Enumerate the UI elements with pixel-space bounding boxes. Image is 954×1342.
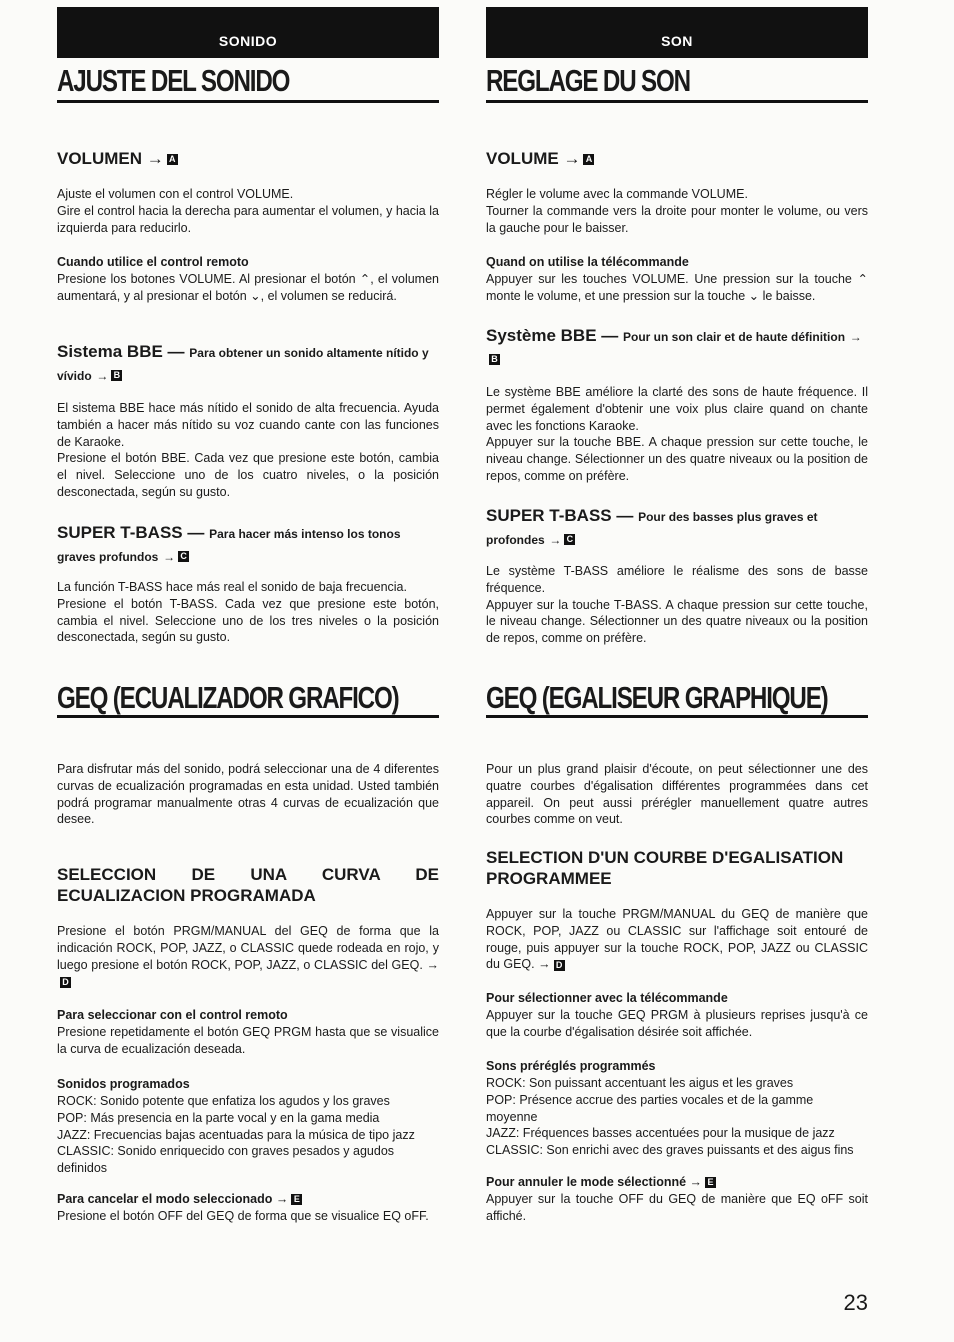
page-number: 23 (843, 1290, 868, 1315)
selection-text: Presione el botón PRGM/MANUAL del GEQ de forma que la indicación ROCK, POP, JAZZ, o CLASSIC quede rodeada en rojo, y luego presione el botón ROCK, POP, JAZZ, o CLASSIC del GEQ. →D (57, 924, 439, 987)
cancel-text: Presione el botón OFF del GEQ de forma que se visualice EQ oFF. (57, 1209, 429, 1223)
ref-box-b: B (111, 370, 122, 381)
title-rule (486, 100, 868, 103)
volume-text: Régler le volume avec la commande VOLUME. Tourner la commande vers la droite pour monter le volume, ou vers la gauche pour le baisser. (486, 187, 868, 235)
cancel-heading: Pour annuler le mode sélectionné → E (486, 1174, 868, 1191)
cancel-heading: Para cancelar el modo seleccionado → E (57, 1191, 439, 1208)
ref-box-d: D (554, 960, 565, 971)
programmed-text: ROCK: Son puissant accentuant les aigus et les graves POP: Présence accrue des parties vocales et de la gamme moyenne JAZZ: Fréquences basses accentuées pour la musique de jazz CLASSIC: Son enrichi avec des graves puissants et des aigus fins (486, 1076, 854, 1158)
remote2-heading: Para seleccionar con el control remoto (57, 1008, 288, 1022)
ref-box-e: E (291, 1194, 302, 1205)
bbe-text: Le système BBE améliore la clarté des sons de haute fréquence. Il permet également d'obtenir une voix plus claire quand on chante avec les fonctions Karaoke. Appuyer sur la touche BBE. A chaque pression sur cette touche, le niveau change. Sélectionner un des quatre niveaux ou la position de repos, comme on préfère. (486, 385, 868, 483)
geq-intro: Pour un plus grand plaisir d'écoute, on peut sélectionner une des quatre courbes d'égalisation différentes programmées dans cet appareil. On peut aussi prérégler manuellement quatre autres courbes comme on veut. (486, 762, 868, 827)
title-rule (57, 100, 439, 103)
remote2-heading: Pour sélectionner avec la télécommande (486, 991, 728, 1005)
remote2-text: Presione repetidamente el botón GEQ PRGM hasta que se visualice la curva de ecualización deseada. (57, 1025, 439, 1056)
page-title: REGLAGE DU SON (486, 63, 690, 98)
volume-heading: VOLUME → A (486, 149, 868, 169)
remote2-text: Appuyer sur la touche GEQ PRGM à plusieurs reprises jusqu'à ce que la courbe d'égalisation désirée soit affichée. (486, 1008, 868, 1039)
geq-intro: Para disfrutar más del sonido, podrá seleccionar una de 4 diferentes curvas de ecualización programadas en esta unidad. Usted también podrá programar manualmente otras 4 curvas de ecualización que desee. (57, 762, 439, 827)
selection-heading: SELECTION D'UN COURBE D'EGALISATION PROGRAMMEE (486, 848, 844, 888)
bbe-heading: Système BBE — Pour un son clair et de haute définition →B (486, 326, 862, 365)
volume-text: Ajuste el volumen con el control VOLUME. Gire el control hacia la derecha para aumentar el volumen, y hacia la izquierda para reducirlo. (57, 187, 439, 235)
ref-box-c: C (178, 551, 189, 562)
remote-text: Presione los botones VOLUME. Al presionar el botón ⌃, el volumen aumentará, y al presionar el botón ⌄, el volumen se reducirá. (57, 272, 439, 303)
geq-title: GEQ (ECUALIZADOR GRAFICO) (57, 680, 399, 715)
remote-heading: Cuando utilice el control remoto (57, 255, 249, 269)
ref-box-a: A (583, 154, 594, 165)
page-title: AJUSTE DEL SONIDO (57, 63, 290, 98)
bbe-heading: Sistema BBE — Para obtener un sonido altamente nítido y vívido → B (57, 342, 429, 383)
remote-text: Appuyer sur les touches VOLUME. Une pression sur la touche ⌃ monte le volume, et une pression sur la touche ⌄ le baisse. (486, 272, 868, 303)
tbass-text: La función T-BASS hace más real el sonido de baja frecuencia. Presione el botón T-BASS. Cada vez que presione este botón, cambia el nivel. Seleccione uno de los tres niveles o la posición desconectada, según su gusto. (57, 580, 439, 645)
ref-box-a: A (167, 154, 178, 165)
section-banner: SON (486, 7, 868, 58)
ref-box-e: E (705, 1177, 716, 1188)
bbe-text: El sistema BBE hace más nítido el sonido de alta frecuencia. Ayuda también a hacer más nítido su voz cuando cante con las funciones de Karaoke. Presione el botón BBE. Cada vez que presione este botón, cambia el nivel. Seleccione uno de los cuatro niveles, o la posición desconectada, según su gusto. (57, 401, 439, 499)
tbass-heading: SUPER T-BASS — Para hacer más intenso los tonos graves profundos → C (57, 523, 401, 564)
geq-rule (57, 715, 439, 718)
volume-heading: VOLUMEN → A (57, 149, 439, 169)
selection-heading: SELECCION DE UNA CURVA DE ECUALIZACION PROGRAMADA (57, 865, 439, 905)
ref-box-b: B (489, 354, 500, 365)
ref-box-d: D (60, 977, 71, 988)
programmed-heading: Sons préréglés programmés (486, 1059, 656, 1073)
section-banner: SONIDO (57, 7, 439, 58)
geq-rule (486, 715, 868, 718)
remote-heading: Quand on utilise la télécommande (486, 255, 689, 269)
ref-box-c: C (564, 534, 575, 545)
programmed-heading: Sonidos programados (57, 1077, 190, 1091)
tbass-heading: SUPER T-BASS — Pour des basses plus graves et profondes → C (486, 506, 818, 547)
selection-text: Appuyer sur la touche PRGM/MANUAL du GEQ de manière que ROCK, POP, JAZZ ou CLASSIC sur l'affichage soit entouré de rouge, puis appuyer sur la touche ROCK, POP, JAZZ ou CLASSIC du GEQ. → D (486, 907, 868, 972)
geq-title: GEQ (EGALISEUR GRAPHIQUE) (486, 680, 828, 715)
programmed-text: ROCK: Sonido potente que enfatiza los agudos y los graves POP: Más presencia en la parte vocal y en la gama media JAZZ: Frecuencias bajas acentuadas para la música de tipo jazz CLASSIC: Sonido enriquecido con graves pesados y agudos definidos (57, 1094, 415, 1176)
tbass-text: Le système T-BASS améliore le réalisme des sons de basse fréquence. Appuyer sur la touche T-BASS. A chaque pression sur cette touche, le niveau change. Sélectionner un des quatre niveaux ou la position de repos, comme on préfère. (486, 564, 868, 646)
cancel-text: Appuyer sur la touche OFF du GEQ de manière que EQ oFF soit affiché. (486, 1192, 868, 1223)
